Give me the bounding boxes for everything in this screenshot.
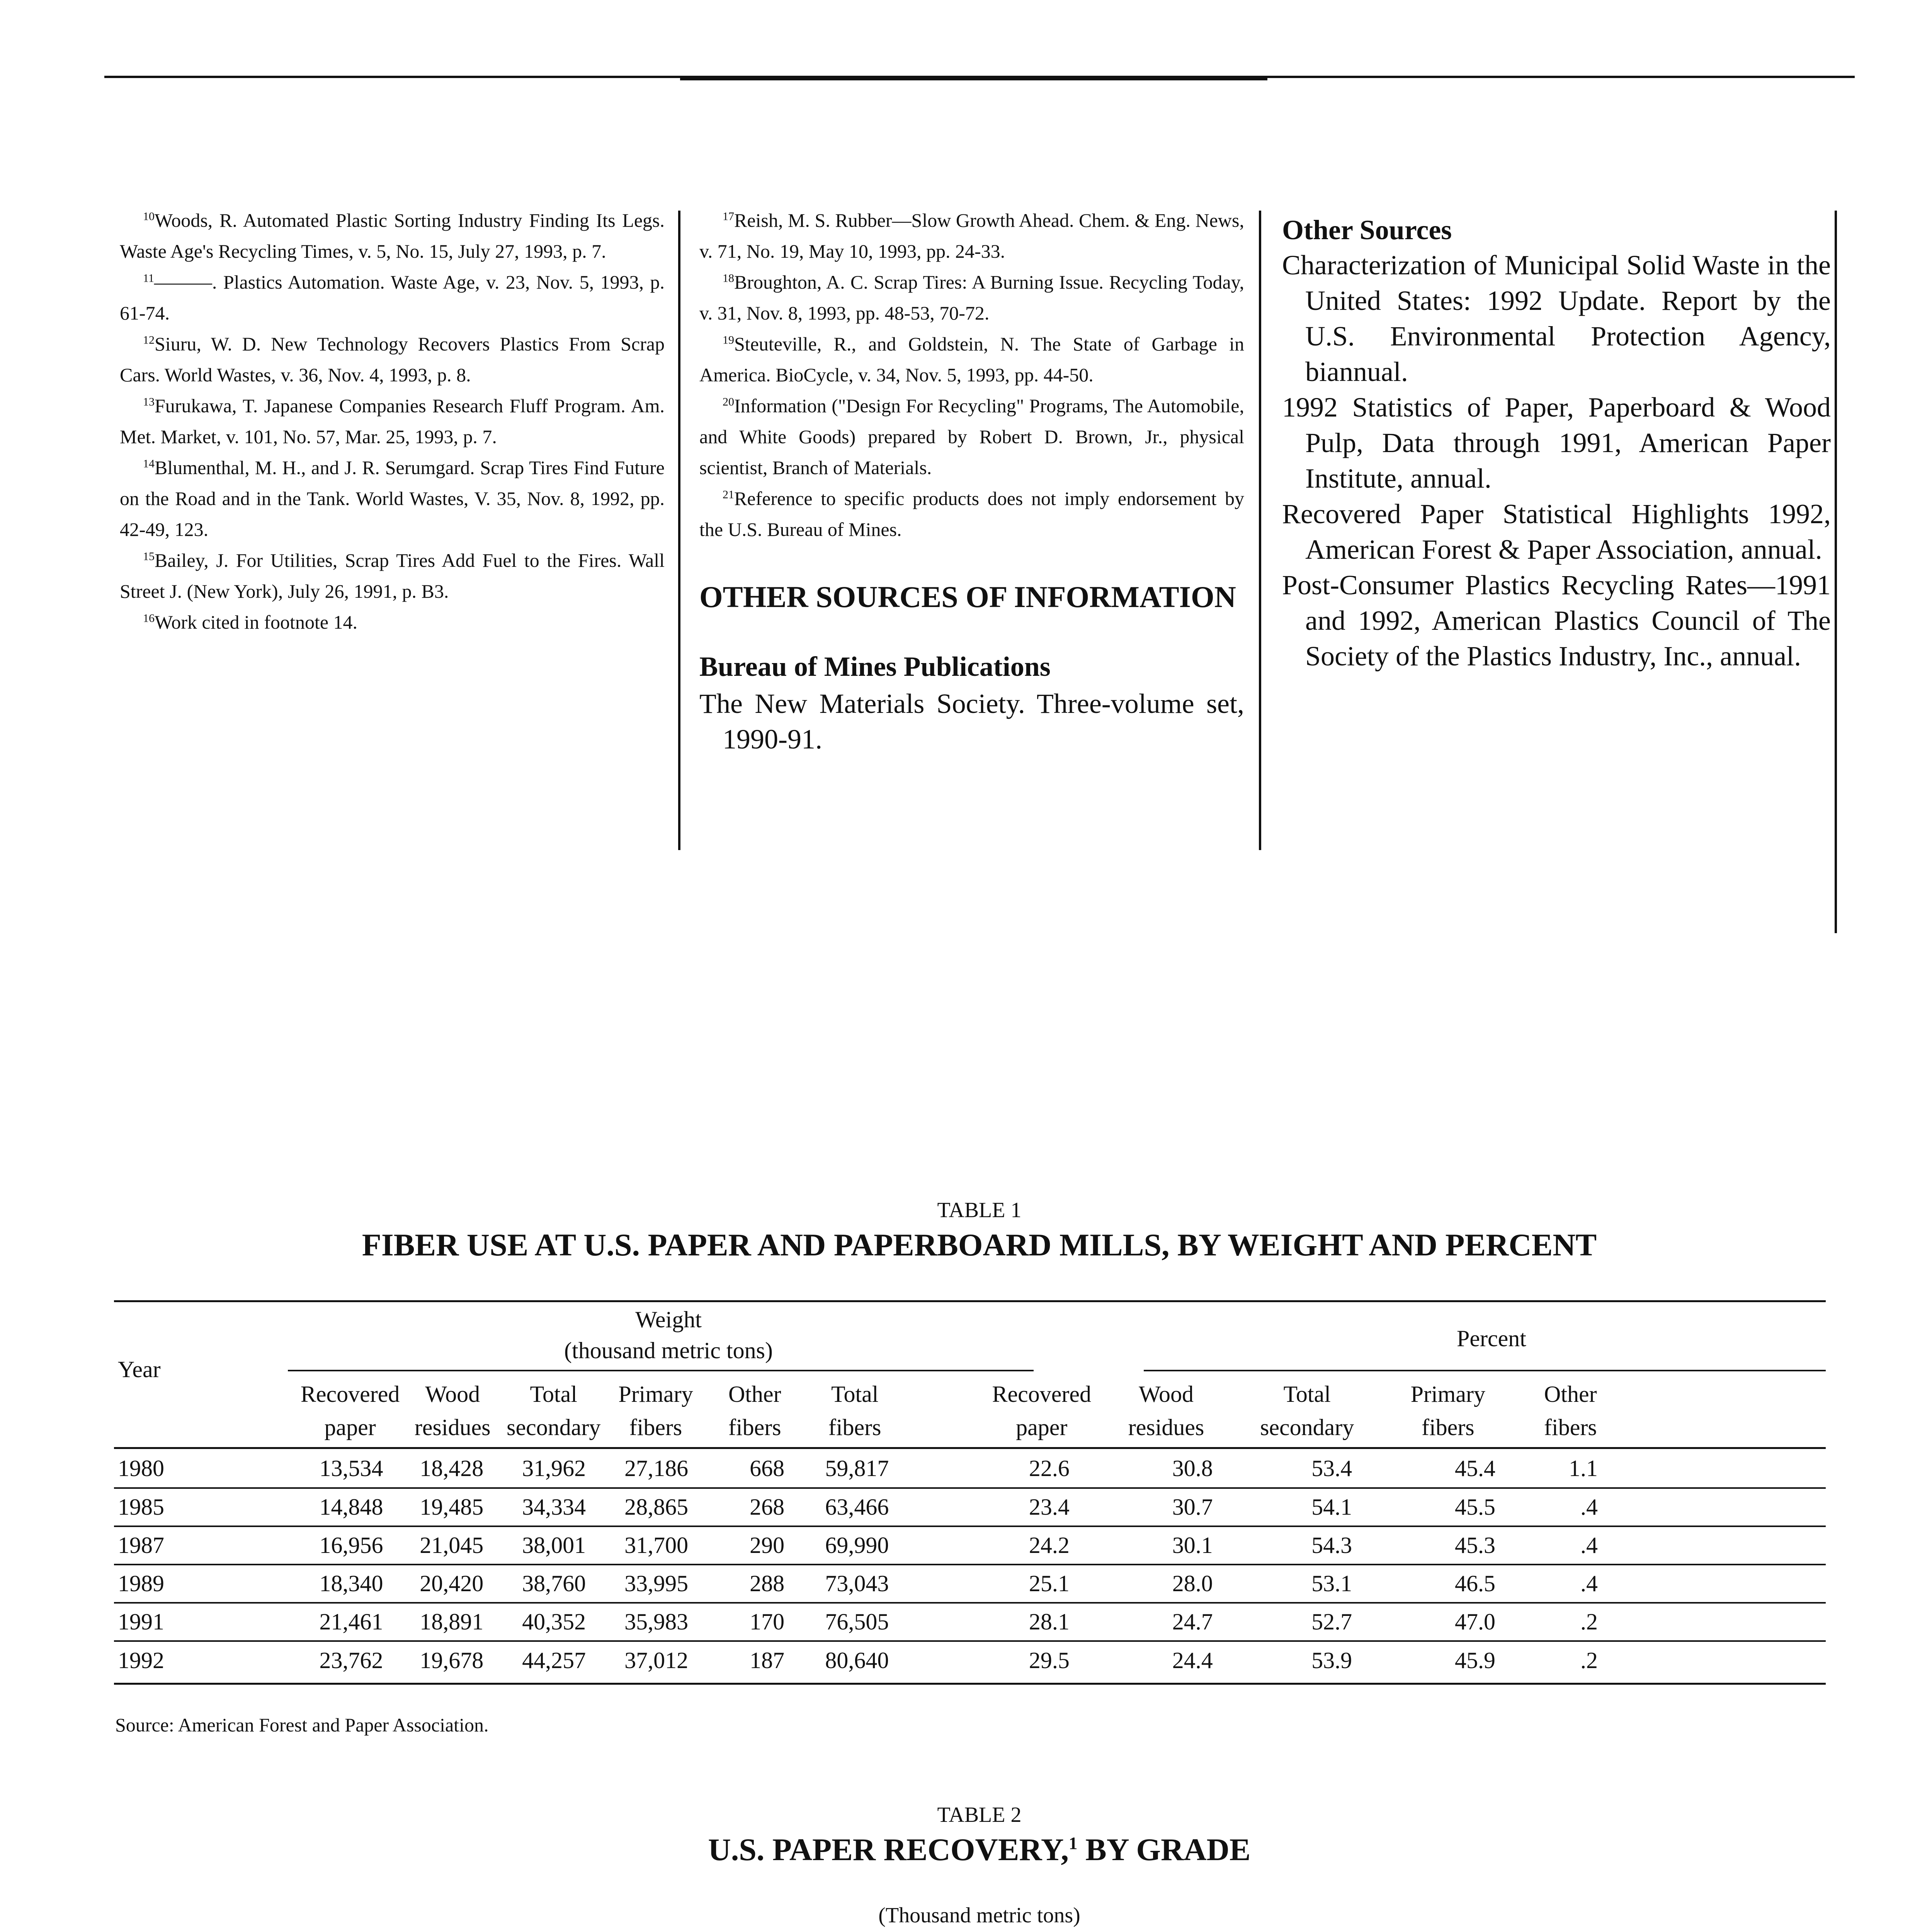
table-cell: 25.1 [1029,1571,1070,1596]
column-divider-2 [1259,211,1261,850]
table-cell: 37,012 [624,1648,689,1673]
footnote: $^{20}$Information ("Design For Recycling" Programs, The Automobile, and White Goods) prepared by Robert D. Brown, Jr., physical scientist, Branch of Materials. [699,395,1244,478]
table-cell: .2 [1580,1648,1598,1673]
table-cell: 21,461 [319,1609,383,1634]
table1-weight-group-rule [288,1370,1034,1371]
year-cell: 1992 [118,1648,164,1673]
table-cell: 24.7 [1172,1609,1213,1634]
table2-title: U.S. PAPER RECOVERY,$^1$ BY GRADE [708,1832,1251,1867]
col-header: paper [324,1414,376,1440]
footnote: $^{11}$———. Plastics Automation. Waste Age, v. 23, Nov. 5, 1993, p. 61-74. [120,271,665,324]
other-source-item: 1992 Statistics of Paper, Paperboard & Wood Pulp, Data through 1991, American Paper Institute, annual. [1282,392,1831,494]
table-cell: 29.5 [1029,1648,1070,1673]
footnote: $^{18}$Broughton, A. C. Scrap Tires: A Burning Issue. Recycling Today, v. 31, Nov. 8, 1993, pp. 48-53, 70-72. [699,271,1244,324]
table2-label: TABLE 2 [937,1803,1022,1827]
table-cell: 76,505 [825,1609,889,1634]
col-header: secondary [507,1414,601,1440]
table-cell: 19,485 [420,1494,484,1520]
year-cell: 1980 [118,1456,164,1481]
table1-top-rule [114,1300,1826,1302]
table-cell: 53.9 [1311,1648,1352,1673]
table-cell: 21,045 [420,1532,484,1558]
table-cell: 38,001 [522,1532,586,1558]
col-header: fibers [1544,1414,1597,1440]
table-cell: 45.4 [1455,1456,1496,1481]
table-cell: 19,678 [420,1648,484,1673]
table-cell: .2 [1580,1609,1598,1634]
table-row [114,1450,1826,1488]
footnote: $^{17}$Reish, M. S. Rubber—Slow Growth Ahead. Chem. & Eng. News, v. 71, No. 19, May 10, 1993, pp. 24-33. [699,209,1244,262]
table-cell: 22.6 [1029,1456,1070,1481]
table-cell: 38,760 [522,1571,586,1596]
table-cell: 13,534 [319,1456,383,1481]
year-cell: 1991 [118,1609,164,1634]
table-cell: 45.5 [1455,1494,1496,1520]
table-cell: 33,995 [624,1571,689,1596]
top-rule-thick [680,76,1267,80]
table-cell: 69,990 [825,1532,889,1558]
col-header: Total [831,1381,879,1407]
footnote: $^{15}$Bailey, J. For Utilities, Scrap Tires Add Fuel to the Fires. Wall Street J. (New York), July 26, 1991, p. B3. [120,549,665,602]
table1-percent-group-rule [1144,1370,1826,1371]
other-source-item: Characterization of Municipal Solid Waste in the United States: 1992 Update. Report by the U.S. Environmental Protection Agency, biannual. [1282,250,1831,387]
table-cell: 24.2 [1029,1532,1070,1558]
bom-publications-heading: Bureau of Mines Publications [699,651,1051,682]
bom-publication: The New Materials Society. Three-volume set, 1990-91. [699,688,1244,755]
table-cell: 59,817 [825,1456,889,1481]
footnote: $^{21}$Reference to specific products does not imply endorsement by the U.S. Bureau of Mines. [699,488,1244,540]
table1-bottom-rule [114,1683,1826,1685]
table1-body [114,1450,1826,1679]
year-cell: 1989 [118,1571,164,1596]
col-header: Wood [1139,1381,1194,1407]
table-cell: 52.7 [1311,1609,1352,1634]
other-source-item: Recovered Paper Statistical Highlights 1992, American Forest & Paper Association, annual. [1282,498,1831,565]
col-header: secondary [1260,1414,1354,1440]
table-row [114,1488,1826,1526]
table-cell: 30.8 [1172,1456,1213,1481]
col-header: fibers [629,1414,682,1440]
col-header: Other [1544,1381,1597,1407]
year-cell: 1985 [118,1494,164,1520]
footnotes-column-2 [699,205,1244,545]
table1-title: FIBER USE AT U.S. PAPER AND PAPERBOARD MILLS, BY WEIGHT AND PERCENT [362,1227,1597,1262]
year-cell: 1987 [118,1532,164,1558]
footnote: $^{12}$Siuru, W. D. New Technology Recovers Plastics From Scrap Cars. World Wastes, v. 36, Nov. 4, 1993, p. 8. [120,333,665,386]
table-cell: 27,186 [624,1456,689,1481]
table-cell: 20,420 [420,1571,484,1596]
other-sources-info-heading: OTHER SOURCES OF INFORMATION [699,580,1236,614]
table-cell: 47.0 [1455,1609,1496,1634]
footnote: $^{16}$Work cited in footnote 14. [143,611,358,633]
table-cell: 73,043 [825,1571,889,1596]
table-cell: 668 [750,1456,785,1481]
table-cell: 34,334 [522,1494,586,1520]
table-row [114,1526,1826,1565]
table-cell: 53.1 [1311,1571,1352,1596]
col-header: Primary [618,1381,693,1407]
col-header: Wood [425,1381,480,1407]
other-sources-list [1282,247,1831,674]
col-header: Total [530,1381,577,1407]
table-cell: 35,983 [624,1609,689,1634]
table-cell: 1.1 [1568,1456,1598,1481]
col-header: fibers [728,1414,781,1440]
table1-percent-group-header: Percent [1457,1326,1526,1351]
col-header: Total [1283,1381,1331,1407]
table-cell: 28,865 [624,1494,689,1520]
bom-publications-list [699,686,1244,757]
col-header: fibers [1421,1414,1475,1440]
table2-subtitle: (Thousand metric tons) [878,1903,1080,1927]
table-cell: 28.0 [1172,1571,1213,1596]
table-cell: 14,848 [319,1494,383,1520]
table-cell: 268 [750,1494,785,1520]
table1-source: Source: American Forest and Paper Association. [115,1714,489,1736]
footnote: $^{13}$Furukawa, T. Japanese Companies Research Fluff Program. Am. Met. Market, v. 101, No. 57, Mar. 25, 1993, p. 7. [120,395,665,447]
table-cell: 18,340 [319,1571,383,1596]
table-cell: 16,956 [319,1532,383,1558]
col-header: Other [728,1381,781,1407]
table-cell: 54.1 [1311,1494,1352,1520]
table-cell: 45.3 [1455,1532,1496,1558]
col-header: paper [1016,1414,1068,1440]
table-cell: 28.1 [1029,1609,1070,1634]
table1-column-headers [114,1378,1826,1444]
other-source-item: Post-Consumer Plastics Recycling Rates—1991 and 1992, American Plastics Council of The Society of the Plastics Industry, Inc., annual. [1282,570,1831,672]
table-cell: .4 [1580,1494,1598,1520]
table-cell: 23,762 [319,1648,383,1673]
col-header: Recovered [992,1381,1091,1407]
footnote: $^{19}$Steuteville, R., and Goldstein, N. The State of Garbage in America. BioCycle, v. 34, Nov. 5, 1993, pp. 44-50. [699,333,1244,386]
table-cell: 170 [750,1609,785,1634]
table-cell: 46.5 [1455,1571,1496,1596]
table-cell: 187 [750,1648,785,1673]
table-cell: 23.4 [1029,1494,1070,1520]
table-cell: 80,640 [825,1648,889,1673]
table-cell: .4 [1580,1532,1598,1558]
table-cell: 18,891 [420,1609,484,1634]
table-cell: 44,257 [522,1648,586,1673]
footnote: $^{14}$Blumenthal, M. H., and J. R. Serumgard. Scrap Tires Find Future on the Road and in the Tank. World Wastes, V. 35, Nov. 8, 1992, pp. 42-49, 123. [120,457,665,540]
table-cell: 31,700 [624,1532,689,1558]
col-header: residues [1128,1414,1204,1440]
column-divider-3 [1835,211,1837,933]
table-cell: 30.1 [1172,1532,1213,1558]
other-sources-heading: Other Sources [1282,214,1452,245]
table-cell: 24.4 [1172,1648,1213,1673]
table-cell: 53.4 [1311,1456,1352,1481]
table1-year-header: Year [118,1357,161,1382]
column-divider-1 [678,211,680,850]
table1-label: TABLE 1 [937,1198,1022,1222]
table-cell: 31,962 [522,1456,586,1481]
col-header: Primary [1410,1381,1485,1407]
table-cell: 30.7 [1172,1494,1213,1520]
table-cell: 40,352 [522,1609,586,1634]
col-header: residues [414,1414,491,1440]
table-cell: 18,428 [420,1456,484,1481]
col-header: fibers [828,1414,881,1440]
table-row [114,1565,1826,1603]
table-row [114,1641,1826,1679]
col-header: Recovered [300,1381,400,1407]
table-cell: 288 [750,1571,785,1596]
table-row [114,1603,1826,1641]
table-cell: 45.9 [1455,1648,1496,1673]
footnotes-column-1 [120,205,665,638]
table-cell: 54.3 [1311,1532,1352,1558]
table1-header-rule [114,1447,1826,1449]
table-cell: 290 [750,1532,785,1558]
footnote: $^{10}$Woods, R. Automated Plastic Sorting Industry Finding Its Legs. Waste Age's Recycling Times, v. 5, No. 15, July 27, 1993, p. 7. [120,209,665,262]
table-cell: .4 [1580,1571,1598,1596]
table1-weight-group-header: Weight (thousand metric tons) [564,1307,773,1363]
table-cell: 63,466 [825,1494,889,1520]
